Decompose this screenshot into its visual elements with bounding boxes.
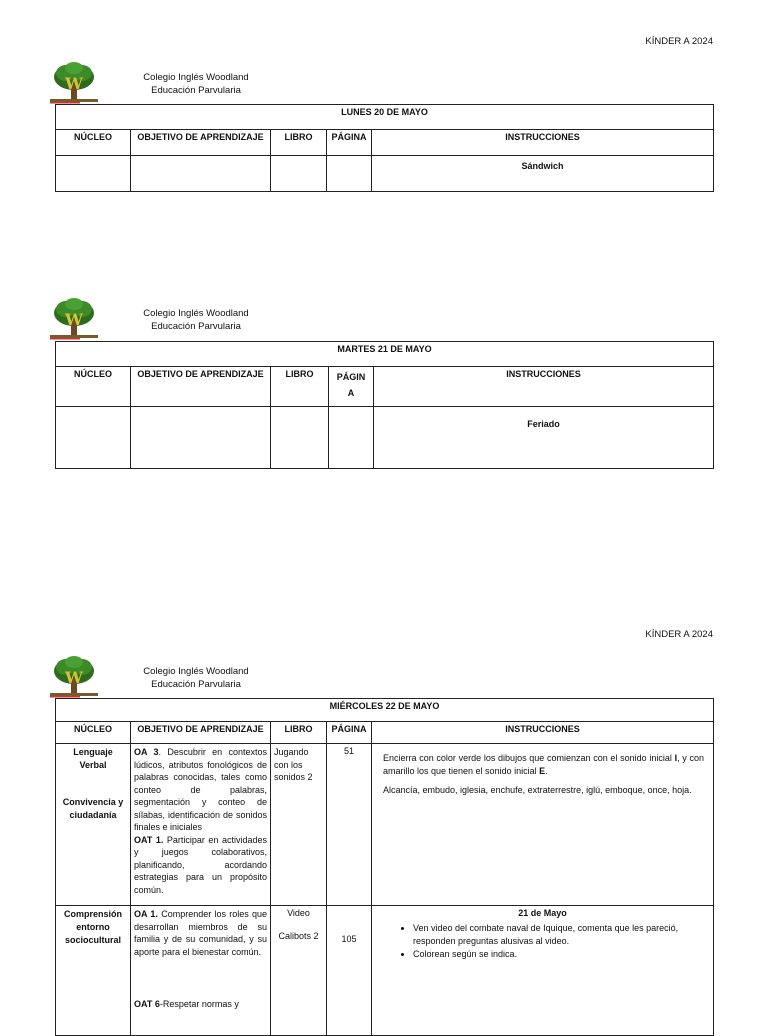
instruction-list bbox=[413, 922, 704, 961]
objetivo-cell bbox=[131, 744, 271, 906]
instruction-line-2: Alcancía, embudo, iglesia, enchufe, extraterrestre, iglú, emboque, once, hoja. bbox=[383, 785, 692, 795]
oat-text: Participar en actividades y juegos colaborativos, planificando, acordando estrategias para un propósito común. bbox=[134, 834, 267, 895]
school-name: Colegio Inglés Woodland bbox=[143, 308, 249, 319]
school-name: Colegio Inglés Woodland bbox=[143, 72, 249, 83]
tuesday-instruction: Feriado bbox=[374, 407, 714, 469]
school-level: Educación Parvularia bbox=[151, 321, 241, 332]
col-instrucciones: INSTRUCCIONES bbox=[374, 367, 714, 407]
col-pagina bbox=[329, 367, 374, 407]
col-pagina: PÁGINA bbox=[327, 130, 372, 156]
col-libro: LIBRO bbox=[271, 367, 329, 407]
instrucciones-cell bbox=[372, 744, 714, 906]
cell-empty bbox=[271, 407, 329, 469]
instrucciones-cell bbox=[372, 906, 714, 1036]
col-objetivo: OBJETIVO DE APRENDIZAJE bbox=[131, 722, 271, 744]
nucleo-lenguaje: Lenguaje Verbal bbox=[73, 747, 113, 770]
list-item: • Colorean según se indica. bbox=[413, 948, 704, 961]
pagina-value: 105 bbox=[341, 934, 357, 944]
school-level: Educación Parvularia bbox=[151, 85, 241, 96]
header-label: KÍNDER A 2024 bbox=[645, 36, 713, 47]
oat-text: -Respetar normas y bbox=[159, 999, 239, 1009]
col-pagina-part1: PÁGIN bbox=[336, 372, 366, 382]
col-pagina: PÁGINA bbox=[327, 722, 372, 744]
libro-cell bbox=[271, 906, 327, 1036]
svg-text:W: W bbox=[65, 310, 83, 329]
monday-title: LUNES 20 DE MAYO bbox=[56, 105, 714, 130]
libro-video: Video bbox=[287, 908, 310, 918]
school-logo-icon bbox=[48, 297, 102, 341]
col-instrucciones: INSTRUCCIONES bbox=[372, 722, 714, 744]
col-objetivo: OBJETIVO DE APRENDIZAJE bbox=[131, 367, 271, 407]
col-pagina-part2: A bbox=[347, 388, 355, 398]
instruction-date: 21 de Mayo bbox=[518, 908, 567, 918]
school-text bbox=[121, 71, 271, 97]
libro-calibots: Calibots 2 bbox=[278, 931, 319, 941]
instruction-line-1: Encierra con color verde los dibujos que comienzan con el sonido inicial I, y con amarillo los que tienen el sonido inicial E. bbox=[383, 753, 704, 776]
school-logo-icon bbox=[48, 655, 102, 699]
col-nucleo: NÚCLEO bbox=[56, 367, 131, 407]
wednesday-title: MIÉRCOLES 22 DE MAYO bbox=[56, 699, 714, 722]
wednesday-table bbox=[55, 698, 714, 1036]
col-libro: LIBRO bbox=[271, 130, 327, 156]
col-objetivo: OBJETIVO DE APRENDIZAJE bbox=[131, 130, 271, 156]
oat-code: OAT 6 bbox=[134, 999, 160, 1009]
oa-text: Comprender los roles que desarrollan miembros de su familia y de su comunidad, y su aporte para el bienestar común. bbox=[134, 909, 267, 957]
svg-text:W: W bbox=[65, 668, 83, 687]
tuesday-table bbox=[55, 341, 714, 469]
school-text bbox=[121, 307, 271, 333]
libro-cell: Jugando con los sonidos 2 bbox=[271, 744, 327, 906]
monday-table bbox=[55, 104, 714, 192]
nucleo-convivencia: Convivencia y ciudadanía bbox=[62, 797, 124, 820]
oa-code: OA 3 bbox=[134, 747, 159, 757]
objetivo-cell bbox=[131, 906, 271, 1036]
cell-empty bbox=[327, 156, 372, 192]
school-logo-icon bbox=[48, 61, 102, 105]
school-name: Colegio Inglés Woodland bbox=[143, 666, 249, 677]
pagina-cell bbox=[327, 906, 372, 1036]
school-level: Educación Parvularia bbox=[151, 679, 241, 690]
header-label: KÍNDER A 2024 bbox=[645, 629, 713, 640]
cell-empty bbox=[131, 156, 271, 192]
oat-code: OAT 1. bbox=[134, 834, 164, 845]
monday-instruction: Sándwich bbox=[372, 156, 714, 192]
list-item: • Ven video del combate naval de Iquique, comenta que les pareció, responden preguntas alusivas al video. bbox=[413, 922, 704, 948]
cell-empty bbox=[329, 407, 374, 469]
cell-empty bbox=[56, 407, 131, 469]
oa-code: OA 1. bbox=[134, 909, 158, 919]
oa-text: . Descubrir en contextos lúdicos, atributos fonológicos de palabras conocidas, tales como conteo de palabras, segmentación y conteo de sílabas, identificación de sonidos finales e iniciales bbox=[134, 747, 268, 832]
cell-empty bbox=[271, 156, 327, 192]
col-nucleo: NÚCLEO bbox=[56, 130, 131, 156]
cell-empty bbox=[56, 156, 131, 192]
school-text bbox=[121, 665, 271, 691]
nucleo-cell bbox=[56, 744, 131, 906]
svg-text:W: W bbox=[65, 74, 83, 93]
col-nucleo: NÚCLEO bbox=[56, 722, 131, 744]
col-libro: LIBRO bbox=[271, 722, 327, 744]
pagina-cell: 51 bbox=[327, 744, 372, 906]
nucleo-cell: Comprensión entorno sociocultural bbox=[56, 906, 131, 1036]
tuesday-title: MARTES 21 DE MAYO bbox=[56, 342, 714, 367]
cell-empty bbox=[131, 407, 271, 469]
col-instrucciones: INSTRUCCIONES bbox=[372, 130, 714, 156]
